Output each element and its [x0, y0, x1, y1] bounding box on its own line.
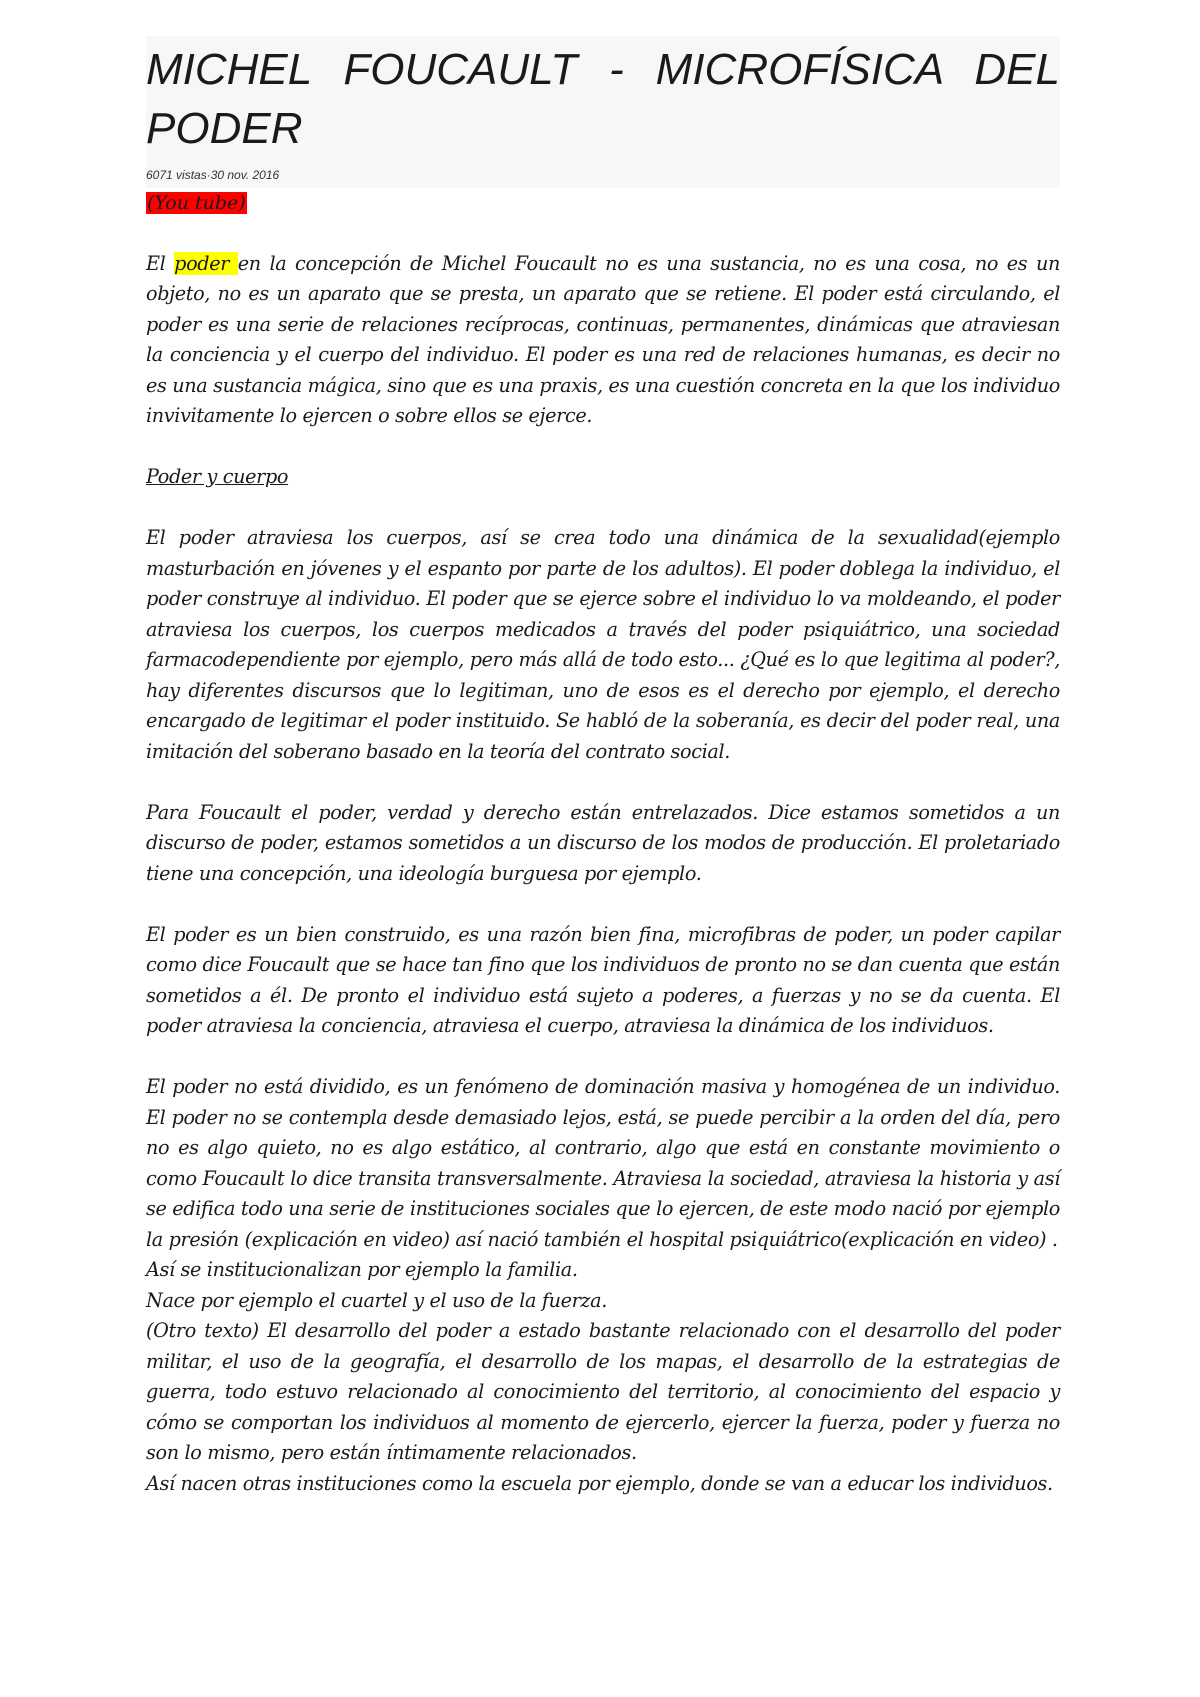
youtube-tag: (You tube): [147, 192, 246, 214]
title-block: [146, 36, 1060, 188]
highlighted-word: poder: [174, 251, 238, 275]
para-intro-start: El: [146, 251, 175, 275]
document-page: [146, 36, 1060, 1499]
paragraph-body-2: Para Foucault el poder, verdad y derecho están entrelazados. Dice estamos sometidos a un discurso de poder, estamos sometidos a un discurso de los modos de producción. El proletariado tiene una concepción, una ideología burguesa por ejemplo.: [146, 800, 1060, 885]
section-subheading: Poder y cuerpo: [146, 465, 289, 488]
document-title: MICHEL FOUCAULT - MICROFÍSICA DEL PODER: [146, 45, 1060, 153]
para-intro-rest: en la concepción de Michel Foucault no es una sustancia, no es una cosa, no es un objeto, no es un aparato que se presta, un aparato que se retiene. El poder está circulando, el poder es una serie de relaciones recíprocas, continuas, permanentes, dinámicas que atraviesan la conciencia y el cuerpo del individuo. El poder es una red de relaciones humanas, es decir no es una sustancia mágica, sino que es una praxis, es una cuestión concreta en la que los individuo invivitamente lo ejercen o sobre ellos se ejerce.: [146, 251, 1060, 427]
view-count-date: 6071 vistas·30 nov. 2016: [146, 168, 280, 182]
paragraph-body-1: El poder atraviesa los cuerpos, así se crea todo una dinámica de la sexualidad(ejemplo masturbación en jóvenes y el espanto por parte de los adultos). El poder doblega la individuo, el poder construye al individuo. El poder que se ejerce sobre el individuo lo va moldeando, el poder atraviesa los cuerpos, los cuerpos medicados a través del poder psiquiátrico, una sociedad farmacodependiente por ejemplo, pero más allá de todo esto... ¿Qué es lo que legitima al poder?, hay diferentes discursos que lo legitiman, uno de esos es el derecho por ejemplo, el derecho encargado de legitimar el poder instituido. Se habló de la soberanía, es decir del poder real, una imitación del soberano basado en la teoría del contrato social.: [146, 526, 1060, 763]
document-body: [146, 218, 1060, 1499]
youtube-tag-line: [146, 190, 1060, 218]
line-family: Así se institucionalizan por ejemplo la familia.: [146, 1258, 578, 1281]
line-barracks: Nace por ejemplo el cuartel y el uso de la fuerza.: [146, 1288, 607, 1312]
paragraph-other-text: (Otro texto) El desarrollo del poder a estado bastante relacionado con el desarrollo del poder militar, el uso de la geografía, el desarrollo de los mapas, el desarrollo de la estrategias de guerra, todo estuvo relacionado al conocimiento del territorio, al conocimiento del espacio y cómo se comportan los individuos al momento de ejercerlo, ejercer la fuerza, poder y fuerza no son lo mismo, pero están íntimamente relacionados.: [146, 1319, 1060, 1464]
paragraph-body-3: El poder es un bien construido, es una razón bien fina, microfibras de poder, un poder capilar como dice Foucault que se hace tan fino que los individuos de pronto no se dan cuenta que están sometidos a él. De pronto el individuo está sujeto a poderes, a fuerzas y no se da cuenta. El poder atraviesa la conciencia, atraviesa el cuerpo, atraviesa la dinámica de los individuos.: [146, 922, 1060, 1037]
paragraph-schools: Así nacen otras instituciones como la escuela por ejemplo, donde se van a educar los individuos.: [146, 1471, 1053, 1495]
paragraph-intro: [146, 249, 1060, 432]
paragraph-body-4: El poder no está dividido, es un fenómeno de dominación masiva y homogénea de un individuo. El poder no se contempla desde demasiado lejos, está, se puede percibir a la orden del día, pero no es algo quieto, no es algo estático, al contrario, algo que está en constante movimiento o como Foucault lo dice transita transversalmente. Atraviesa la sociedad, atraviesa la historia y así se edifica todo una serie de instituciones sociales que lo ejercen, de este modo nació por ejemplo la presión (explicación en video) así nació también el hospital psiquiátrico(explicación en video) .: [146, 1075, 1060, 1251]
